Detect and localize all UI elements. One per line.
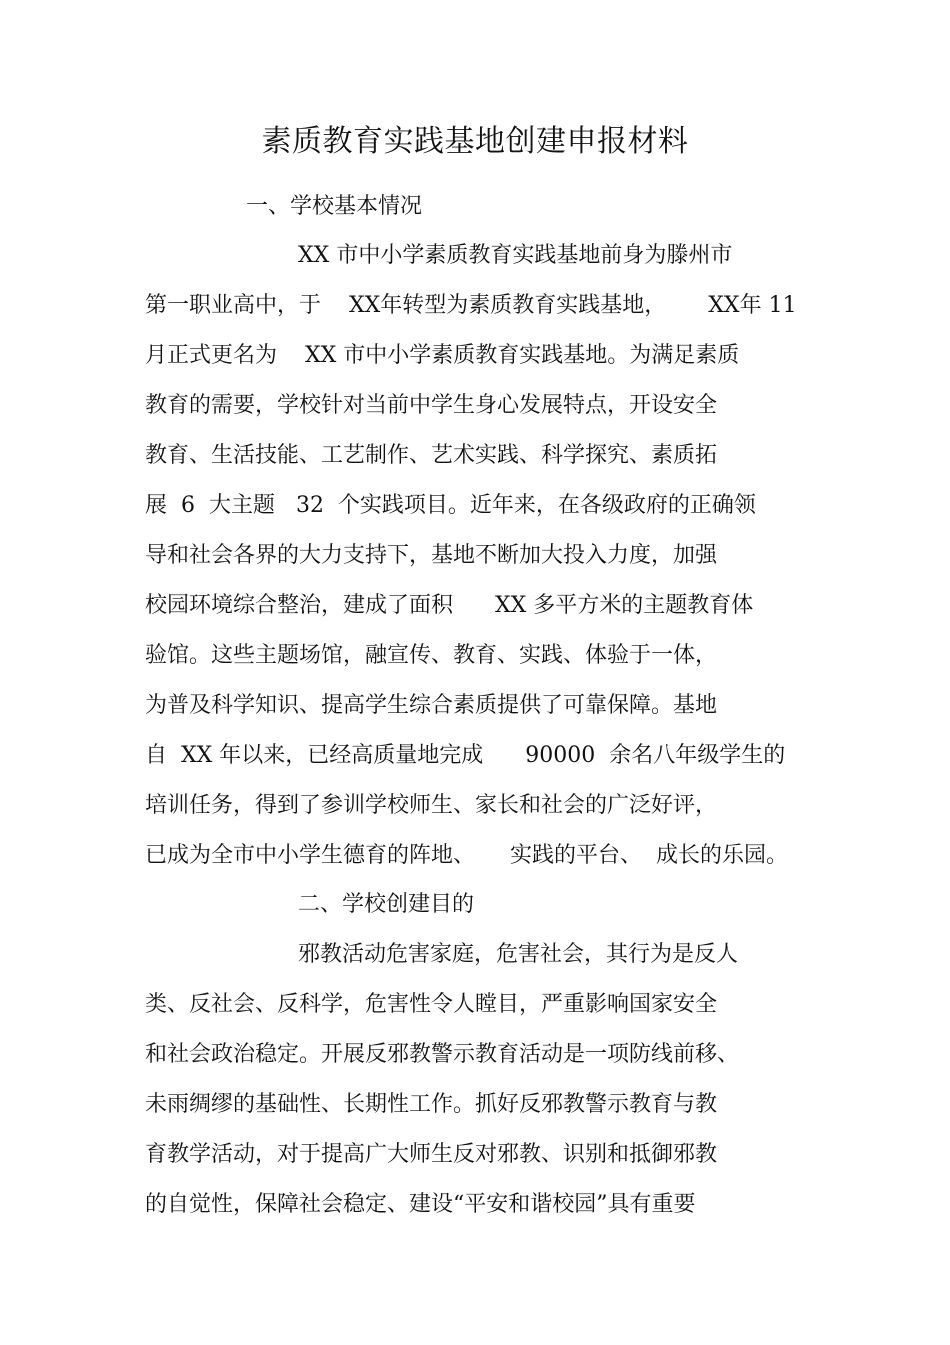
section2-heading: 二、学校创建目的 [298, 892, 475, 917]
paragraph-line: 和社会政治稳定。开展反邪教警示教育活动是一项防线前移、 [145, 1042, 740, 1067]
paragraph-line: 育教学活动，对于提高广大师生反对邪教、识别和抵御邪教 [145, 1142, 718, 1167]
paragraph-line: 验馆。这些主题场馆，融宣传、教育、实践、体验于一体， [145, 643, 718, 668]
paragraph-line: 导和社会各界的大力支持下，基地不断加大投入力度，加强 [145, 543, 718, 568]
paragraph-line: 月正式更名为 XX 市中小学素质教育实践基地。为满足素质 [145, 343, 740, 368]
paragraph-line: 已成为全市中小学生德育的阵地、 实践的平台、 成长的乐园。 [145, 843, 788, 868]
paragraph-line: XX 市中小学素质教育实践基地前身为滕州市 [298, 243, 733, 268]
paragraph-line: 为普及科学知识、提高学生综合素质提供了可靠保障。基地 [145, 693, 718, 718]
paragraph-line: 邪教活动危害家庭，危害社会，其行为是反人 [298, 942, 739, 967]
paragraph-line: 类、反社会、反科学，危害性令人瞠目，严重影响国家安全 [145, 992, 718, 1017]
paragraph-line: 第一职业高中，于 XX年转型为素质教育实践基地， XX年 11 [145, 293, 797, 318]
document-title: 素质教育实践基地创建申报材料 [261, 124, 689, 159]
paragraph-line: 展 6 大主题 32 个实践项目。近年来，在各级政府的正确领 [145, 493, 756, 518]
paragraph-line: 教育、生活技能、工艺制作、艺术实践、科学探究、素质拓 [145, 443, 718, 468]
paragraph-line: 校园环境综合整治，建成了面积 XX 多平方米的主题教育体 [145, 593, 754, 618]
section1-heading: 一、学校基本情况 [246, 194, 423, 219]
paragraph-line: 未雨绸缪的基础性、长期性工作。抓好反邪教警示教育与教 [145, 1092, 718, 1117]
paragraph-line: 教育的需要，学校针对当前中学生身心发展特点，开设安全 [145, 393, 718, 418]
paragraph-line: 的自觉性，保障社会稳定、建设“平安和谐校园”具有重要 [145, 1192, 696, 1217]
paragraph-line: 培训任务，得到了参训学校师生、家长和社会的广泛好评， [145, 793, 718, 818]
paragraph-line: 自 XX 年以来，已经高质量地完成 90000 余名八年级学生的 [145, 743, 786, 768]
